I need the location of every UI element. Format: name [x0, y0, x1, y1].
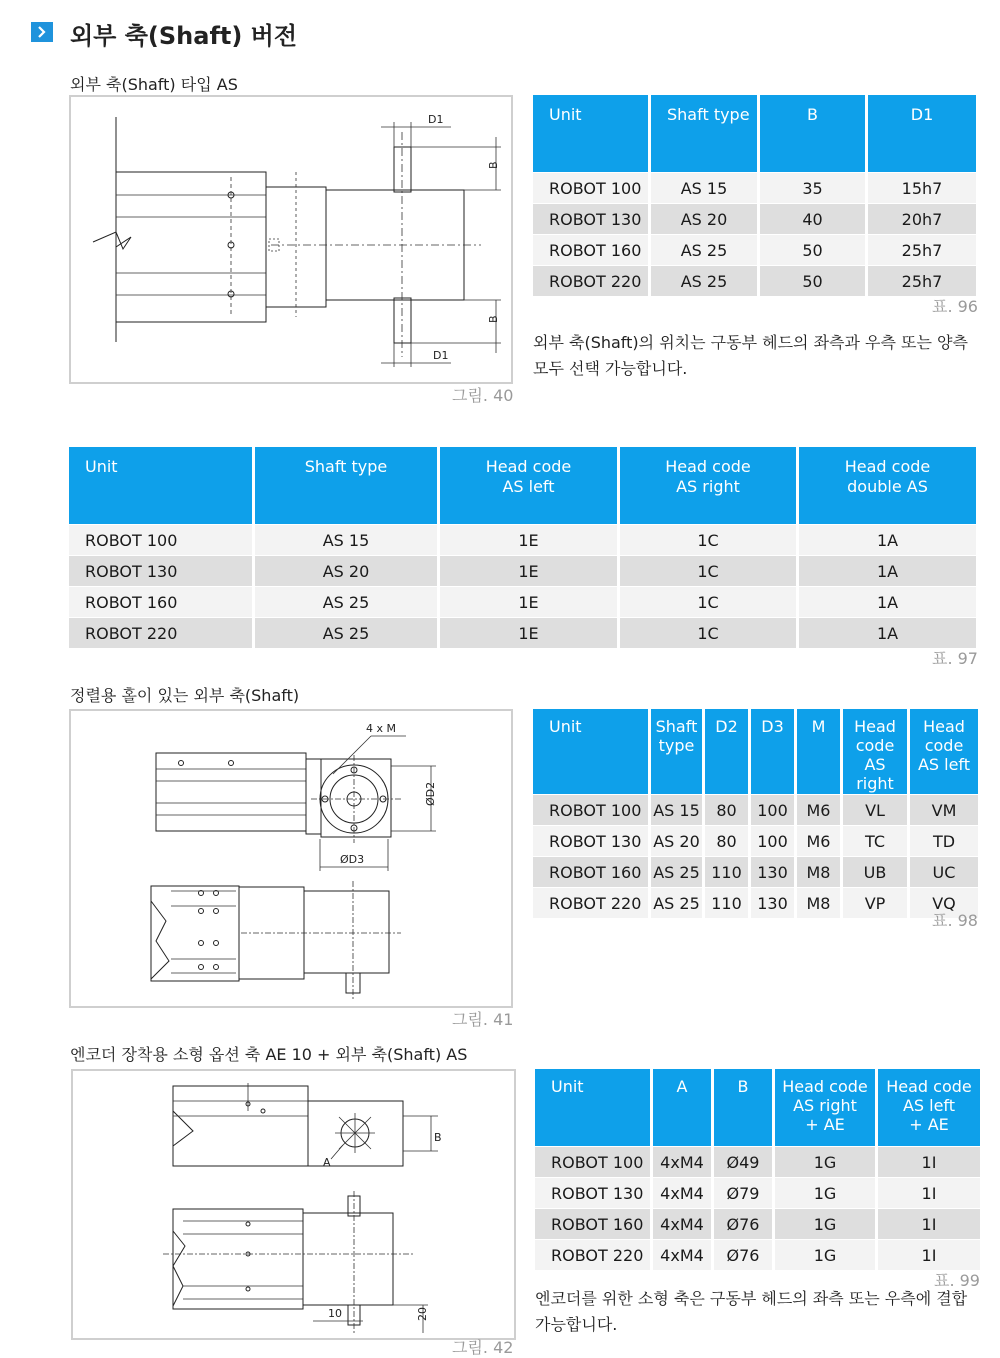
- table-cell: AS 20: [651, 825, 705, 856]
- table-96-header-unit: Unit: [533, 95, 651, 172]
- table-cell: 40: [760, 203, 868, 234]
- svg-text:D1: D1: [428, 113, 444, 126]
- table-cell: 50: [760, 265, 868, 296]
- figure-41-drawing: [69, 709, 513, 1008]
- table-cell: 1A: [799, 555, 976, 586]
- table-cell: 25h7: [868, 234, 976, 265]
- table-97-header-as-left: Head code AS left: [440, 447, 620, 524]
- table-cell: ROBOT 100: [533, 172, 651, 203]
- table-98-header-shaft-type: Shaft type: [651, 709, 705, 794]
- table-cell: 1C: [620, 617, 799, 648]
- table-cell: ROBOT 220: [533, 887, 651, 918]
- table-cell: ROBOT 220: [69, 617, 255, 648]
- svg-text:10: 10: [328, 1307, 342, 1320]
- table-cell: Ø79: [714, 1177, 775, 1208]
- table-cell: ROBOT 160: [69, 586, 255, 617]
- table-cell: 110: [705, 887, 751, 918]
- section3-subtitle: 정렬용 홀이 있는 외부 축(Shaft): [70, 686, 300, 705]
- svg-text:D1: D1: [433, 349, 449, 362]
- table-cell: TD: [910, 825, 978, 856]
- table-row: [533, 265, 976, 296]
- table-cell: 1G: [775, 1239, 878, 1270]
- table-cell: ROBOT 130: [533, 203, 651, 234]
- table-98-header-m: M: [797, 709, 843, 794]
- table-97-header-shaft-type: Shaft type: [255, 447, 440, 524]
- table-cell: AS 15: [651, 172, 760, 203]
- table-99-caption: 표. 99: [934, 1271, 980, 1290]
- table-cell: 1A: [799, 586, 976, 617]
- table-cell: M6: [797, 825, 843, 856]
- table-cell: 1A: [799, 617, 976, 648]
- table-cell: ROBOT 220: [535, 1239, 653, 1270]
- svg-text:ØD3: ØD3: [340, 853, 365, 866]
- svg-text:ØD2: ØD2: [424, 781, 437, 806]
- table-97-caption: 표. 97: [932, 649, 978, 668]
- table-cell: 1G: [775, 1146, 878, 1177]
- table-99-header-b: B: [714, 1069, 775, 1146]
- table-97-header-double-as: Head code double AS: [799, 447, 976, 524]
- table-row: [533, 234, 976, 265]
- table-cell: Ø76: [714, 1208, 775, 1239]
- table-cell: 4xM4: [653, 1146, 714, 1177]
- table-row: [535, 1146, 980, 1177]
- table-98: [533, 709, 978, 918]
- table-cell: 1G: [775, 1177, 878, 1208]
- table-cell: 4xM4: [653, 1239, 714, 1270]
- table-cell: 1C: [620, 555, 799, 586]
- svg-text:4 x M: 4 x M: [366, 722, 396, 735]
- table-cell: AS 15: [255, 524, 440, 555]
- table-row: [69, 524, 976, 555]
- table-row: [533, 203, 976, 234]
- table-cell: ROBOT 160: [533, 856, 651, 887]
- table-98-header-as-left: Head code AS left: [910, 709, 978, 794]
- table-cell: 35: [760, 172, 868, 203]
- table-cell: 1I: [878, 1146, 980, 1177]
- table-cell: 130: [751, 887, 797, 918]
- table-cell: UB: [843, 856, 910, 887]
- table-cell: AS 20: [651, 203, 760, 234]
- chevron-right-icon: [31, 22, 53, 42]
- table-row: [69, 586, 976, 617]
- table-cell: M8: [797, 887, 843, 918]
- table-cell: 1E: [440, 524, 620, 555]
- svg-text:A: A: [323, 1156, 331, 1169]
- figure-40-caption: 그림. 40: [452, 386, 514, 405]
- table-cell: ROBOT 160: [535, 1208, 653, 1239]
- table-row: [533, 825, 978, 856]
- table-cell: AS 20: [255, 555, 440, 586]
- table-98-header-d2: D2: [705, 709, 751, 794]
- page-title: 외부 축(Shaft) 버전: [70, 22, 298, 50]
- section4-paragraph: 엔코더를 위한 소형 축은 구동부 헤드의 좌측 또는 우측에 결합 가능합니다.: [535, 1289, 968, 1334]
- table-98-header-unit: Unit: [533, 709, 651, 794]
- table-cell: AS 15: [651, 794, 705, 825]
- table-cell: 100: [751, 794, 797, 825]
- figure-40-drawing: [69, 95, 513, 384]
- table-96-header-shaft-type: Shaft type: [651, 95, 760, 172]
- table-cell: 1E: [440, 617, 620, 648]
- table-cell: 110: [705, 856, 751, 887]
- table-cell: Ø76: [714, 1239, 775, 1270]
- table-cell: 4xM4: [653, 1177, 714, 1208]
- table-cell: AS 25: [651, 265, 760, 296]
- table-cell: VQ: [910, 887, 978, 918]
- table-cell: 1A: [799, 524, 976, 555]
- table-row: [535, 1239, 980, 1270]
- table-96-header-b: B: [760, 95, 868, 172]
- table-99-header-a: A: [653, 1069, 714, 1146]
- table-cell: UC: [910, 856, 978, 887]
- svg-text:B: B: [487, 315, 500, 323]
- table-98-header-d3: D3: [751, 709, 797, 794]
- table-cell: AS 25: [651, 856, 705, 887]
- table-cell: 25h7: [868, 265, 976, 296]
- table-97-header-as-right: Head code AS right: [620, 447, 799, 524]
- table-cell: 1E: [440, 555, 620, 586]
- table-97-header-unit: Unit: [69, 447, 255, 524]
- svg-text:B: B: [434, 1131, 442, 1144]
- table-cell: M8: [797, 856, 843, 887]
- table-99-header-as-left-ae: Head code AS left + AE: [878, 1069, 980, 1146]
- svg-text:B: B: [487, 161, 500, 169]
- table-cell: ROBOT 100: [69, 524, 255, 555]
- table-cell: ROBOT 100: [535, 1146, 653, 1177]
- table-row: [533, 172, 976, 203]
- table-cell: 1C: [620, 586, 799, 617]
- table-cell: Ø49: [714, 1146, 775, 1177]
- figure-42-drawing: [71, 1069, 516, 1340]
- table-cell: VL: [843, 794, 910, 825]
- table-cell: 80: [705, 825, 751, 856]
- table-96-header-d1: D1: [868, 95, 976, 172]
- table-cell: 4xM4: [653, 1208, 714, 1239]
- section4-subtitle: 엔코더 장착용 소형 옵션 축 AE 10 + 외부 축(Shaft) AS: [70, 1045, 468, 1064]
- table-cell: 1E: [440, 586, 620, 617]
- table-cell: 20h7: [868, 203, 976, 234]
- section1-subtitle: 외부 축(Shaft) 타입 AS: [70, 75, 238, 94]
- table-cell: 130: [751, 856, 797, 887]
- figure-41-caption: 그림. 41: [452, 1010, 514, 1029]
- table-96: [533, 95, 976, 296]
- table-cell: TC: [843, 825, 910, 856]
- table-99-header-as-right-ae: Head code AS right + AE: [775, 1069, 878, 1146]
- table-99-header-unit: Unit: [535, 1069, 653, 1146]
- table-cell: AS 25: [255, 617, 440, 648]
- table-96-caption: 표. 96: [932, 297, 978, 316]
- table-row: [69, 555, 976, 586]
- table-row: [69, 617, 976, 648]
- table-cell: ROBOT 130: [533, 825, 651, 856]
- table-cell: 1I: [878, 1177, 980, 1208]
- table-cell: ROBOT 130: [535, 1177, 653, 1208]
- table-cell: VP: [843, 887, 910, 918]
- table-cell: AS 25: [651, 887, 705, 918]
- table-cell: 80: [705, 794, 751, 825]
- table-cell: AS 25: [255, 586, 440, 617]
- table-row: [535, 1177, 980, 1208]
- table-cell: VM: [910, 794, 978, 825]
- table-cell: AS 25: [651, 234, 760, 265]
- table-row: [533, 856, 978, 887]
- table-cell: M6: [797, 794, 843, 825]
- table-cell: ROBOT 100: [533, 794, 651, 825]
- table-cell: ROBOT 160: [533, 234, 651, 265]
- table-cell: 100: [751, 825, 797, 856]
- table-cell: 1I: [878, 1239, 980, 1270]
- table-row: [535, 1208, 980, 1239]
- table-97: [69, 447, 976, 648]
- table-cell: 50: [760, 234, 868, 265]
- table-cell: 1G: [775, 1208, 878, 1239]
- section1-paragraph: 외부 축(Shaft)의 위치는 구동부 헤드의 좌측과 우측 또는 양측 모두 선택 가능합니다.: [533, 333, 968, 378]
- table-row: [533, 887, 978, 918]
- svg-text:20: 20: [416, 1307, 429, 1321]
- table-cell: 15h7: [868, 172, 976, 203]
- figure-42-caption: 그림. 42: [452, 1338, 514, 1357]
- table-row: [533, 794, 978, 825]
- table-98-caption: 표. 98: [932, 911, 978, 930]
- table-cell: 1C: [620, 524, 799, 555]
- table-98-header-as-right: Head code AS right: [843, 709, 910, 794]
- table-99: [535, 1069, 980, 1270]
- table-cell: ROBOT 220: [533, 265, 651, 296]
- table-cell: ROBOT 130: [69, 555, 255, 586]
- table-cell: 1I: [878, 1208, 980, 1239]
